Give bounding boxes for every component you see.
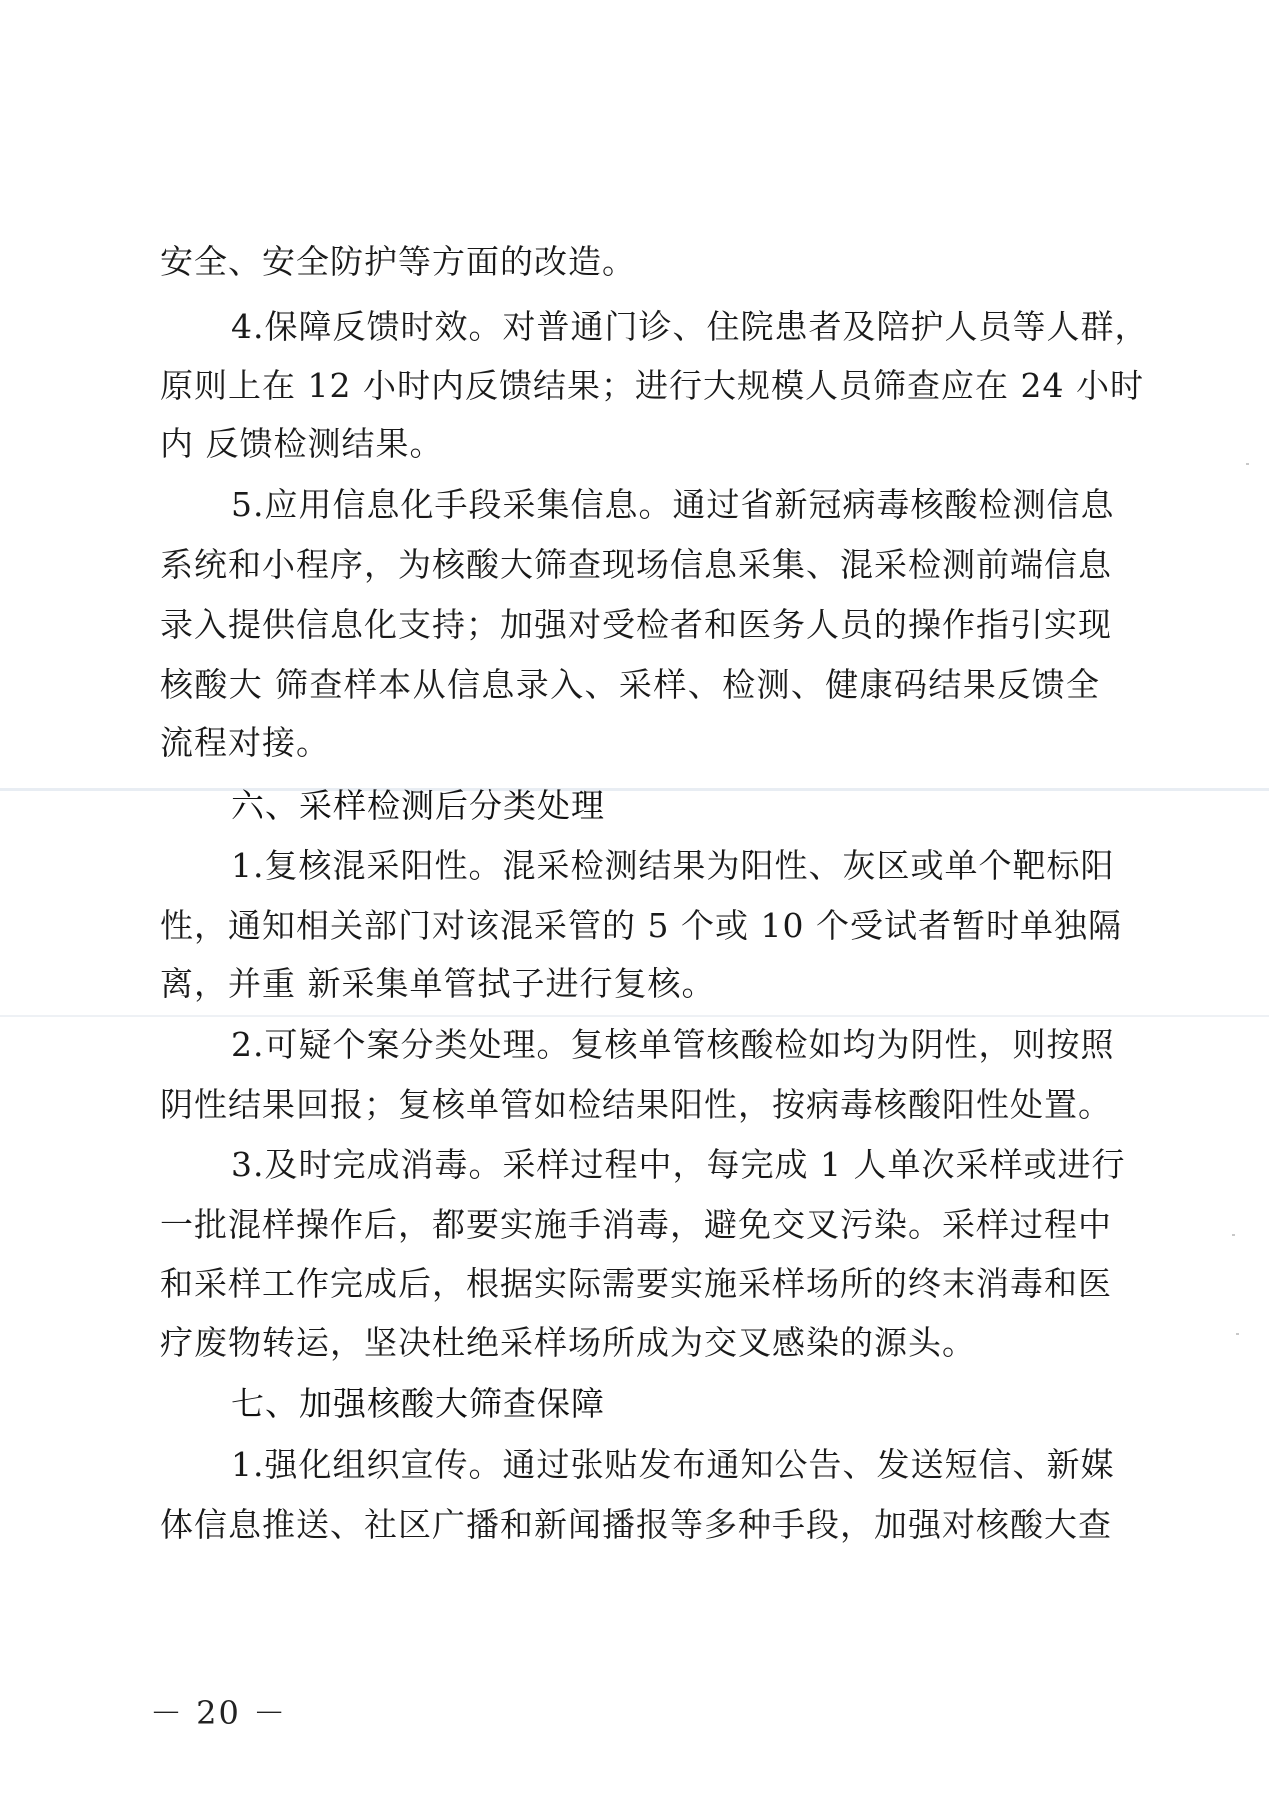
paragraph-first-line: 2.可疑个案分类处理。复核单管核酸检如均为阴性，则按照: [231, 1025, 1115, 1064]
paragraph-first-line: 3.及时完成消毒。采样过程中，每完成 1 人单次采样或进行: [231, 1145, 1126, 1184]
text-line: 流程对接。: [160, 723, 330, 762]
scan-speck: [1232, 1234, 1235, 1236]
text-line: 阴性结果回报；复核单管如检结果阳性，按病毒核酸阳性处置。: [160, 1085, 1112, 1124]
text-line: 和采样工作完成后，根据实际需要实施采样场所的终末消毒和医: [160, 1264, 1112, 1303]
scan-speck: [1236, 1333, 1239, 1335]
text-line: 核酸大 筛查样本从信息录入、采样、检测、健康码结果反馈全: [160, 665, 1100, 704]
text-line: 离，并重 新采集单管拭子进行复核。: [160, 964, 716, 1003]
page-number: － 20 －: [150, 1694, 288, 1732]
text-line: 体信息推送、社区广播和新闻播报等多种手段，加强对核酸大查: [160, 1505, 1112, 1544]
scan-artifact-line: [0, 788, 1269, 791]
paragraph-first-line: 1.强化组织宣传。通过张贴发布通知公告、发送短信、新媒: [231, 1445, 1115, 1484]
scan-artifact-line: [0, 1015, 1269, 1017]
paragraph-first-line: 4.保障反馈时效。对普通门诊、住院患者及陪护人员等人群，: [231, 307, 1149, 346]
text-line: 性，通知相关部门对该混采管的 5 个或 10 个受试者暂时单独隔: [160, 906, 1122, 945]
text-line: 安全、安全防护等方面的改造。: [160, 242, 636, 281]
text-line: 一批混样操作后，都要实施手消毒，避免交叉污染。采样过程中: [160, 1205, 1112, 1244]
paragraph-first-line: 1.复核混采阳性。混采检测结果为阳性、灰区或单个靶标阳: [231, 846, 1115, 885]
text-line: 系统和小程序，为核酸大筛查现场信息采集、混采检测前端信息: [160, 545, 1112, 584]
text-line: 录入提供信息化支持；加强对受检者和医务人员的操作指引实现: [160, 605, 1112, 644]
section-heading: 六、采样检测后分类处理: [231, 786, 605, 825]
text-line: 疗废物转运，坚决杜绝采样场所成为交叉感染的源头。: [160, 1323, 976, 1362]
paragraph-first-line: 5.应用信息化手段采集信息。通过省新冠病毒核酸检测信息: [231, 485, 1115, 524]
text-line: 内 反馈检测结果。: [160, 424, 444, 463]
text-line: 原则上在 12 小时内反馈结果；进行大规模人员筛查应在 24 小时: [160, 366, 1144, 405]
section-heading: 七、加强核酸大筛查保障: [231, 1384, 605, 1423]
scan-speck: [1246, 463, 1249, 465]
